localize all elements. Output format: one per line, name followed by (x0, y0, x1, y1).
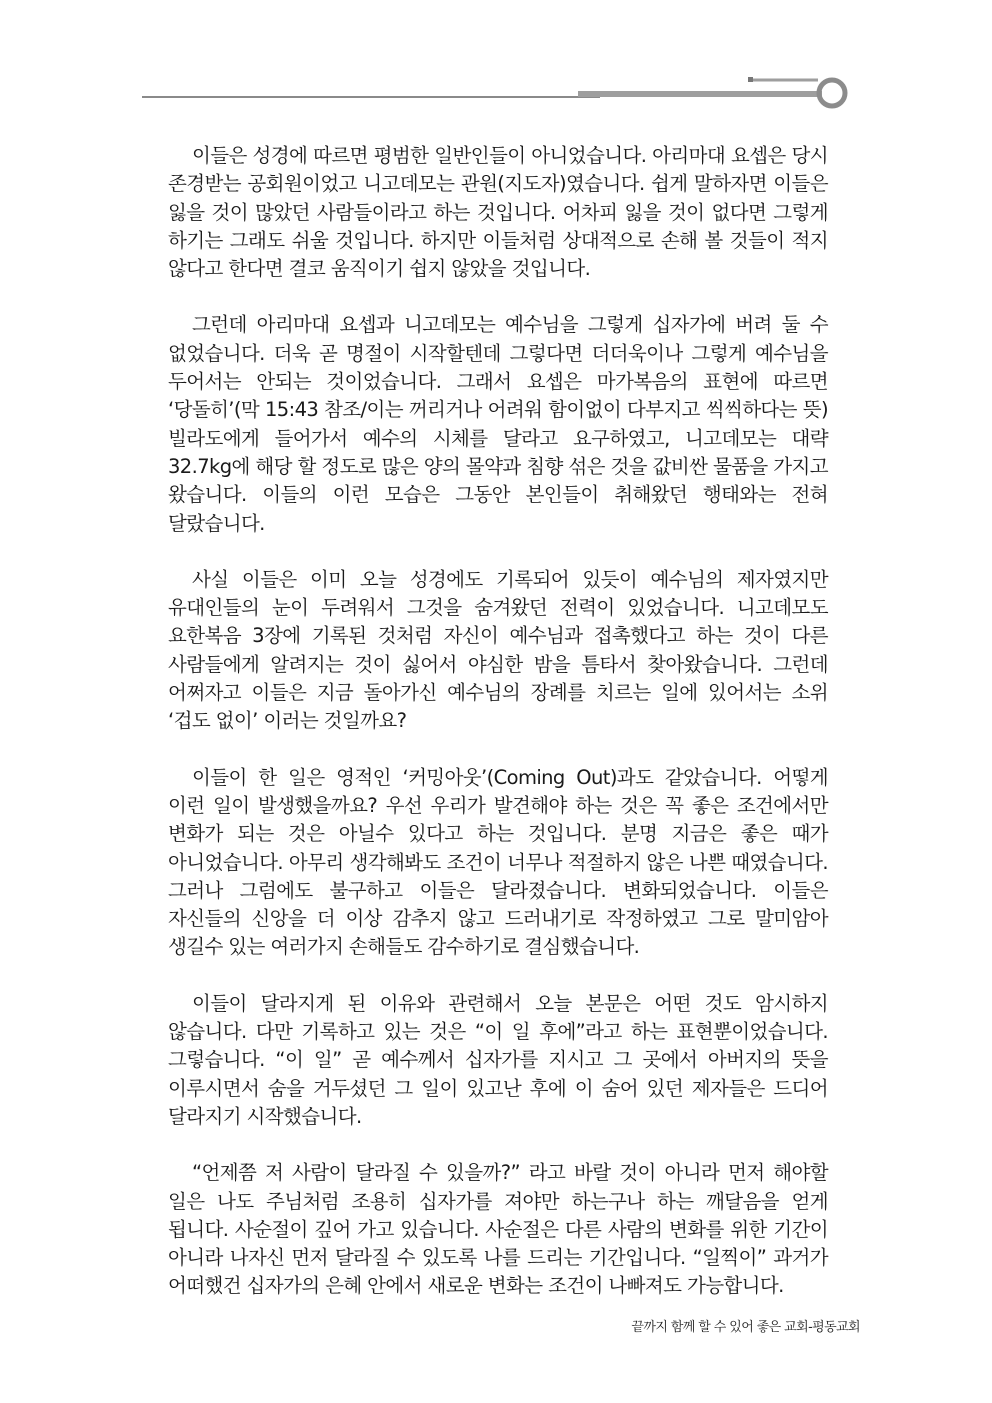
header-dot (748, 77, 753, 82)
header-rule-thick (578, 91, 822, 97)
paragraph: 사실 이들은 이미 오늘 성경에도 기록되어 있듯이 예수님의 제자였지만 유대인들의 눈이 두려워서 그것을 숨겨왔던 전력이 있었습니다. 니고데모도 요한복음 3장에 기록된 것처럼 자신이 예수님과 접촉했다고 하는 것이 다른 사람들에게 알려지는 것이 싫어서 야심한 밤을 틈타서 찾아왔습니다. 그런데 어쩌자고 이들은 지금 돌아가신 예수님의 장례를 치르는 일에 있어서는 소위 ‘겁도 없이’ 이러는 것일까요? (168, 567, 829, 733)
page-footer: 끝까지 함께 할 수 있어 좋은 교회-평동교회 (631, 1320, 860, 1335)
paragraph: 이들은 성경에 따르면 평범한 일반인들이 아니었습니다. 아리마대 요셉은 당시 존경받는 공회원이었고 니고데모는 관원(지도자)였습니다. 쉽게 말하자면 이들은 잃을 것이 많았던 사람들이라고 하는 것입니다. 어차피 잃을 것이 없다면 그렇게 하기는 그래도 쉬울 것입니다. 하지만 이들처럼 상대적으로 손해 볼 것들이 적지 않다고 한다면 결코 움직이기 쉽지 않았을 것입니다. (168, 144, 828, 281)
paragraph: 이들이 달라지게 된 이유와 관련해서 오늘 본문은 어떤 것도 암시하지 않습니다. 다만 기록하고 있는 것은 “이 일 후에”라고 하는 표현뿐이었습니다. 그렇습니다. “이 일” 곧 예수께서 십자가를 지시고 그 곳에서 아버지의 뜻을 이루시면서 숨을 거두셨던 그 일이 있고난 후에 이 숨어 있던 제자들은 드디어 달라지기 시작했습니다. (168, 991, 828, 1128)
header-decoration (0, 0, 992, 140)
header-ring-icon (819, 80, 845, 106)
paragraph: “언제쯤 저 사람이 달라질 수 있을까?” 라고 바랄 것이 아니라 먼저 해야할 일은 나도 주님처럼 조용히 십자가를 져야만 하는구나 하는 깨달음을 얻게 됩니다. 사순절이 깊어 가고 있습니다. 사순절은 다른 사람의 변화를 위한 기간이 아니라 나자신 먼저 달라질 수 있도록 나를 드리는 기간입니다. “일찍이” 과거가 어떠했건 십자가의 은혜 안에서 새로운 변화는 조건이 나빠져도 가능합니다. (168, 1161, 828, 1298)
body-text (168, 142, 828, 1329)
paragraph: 그런데 아리마대 요셉과 니고데모는 예수님을 그렇게 십자가에 버려 둘 수 없었습니다. 더욱 곧 명절이 시작할텐데 그렇다면 더더욱이나 그렇게 예수님을 두어서는 안되는 것이었습니다. 그래서 요셉은 마가복음의 표현에 따르면 ‘당돌히’(막 15:43 참조/이는 꺼리거나 어려워 함이없이 다부지고 씩씩하다는 뜻) 빌라도에게 들어가서 예수의 시체를 달라고 요구하였고, 니고데모는 대략 32.7kg에 해당 할 정도로 많은 양의 몰약과 침향 섞은 것을 값비싼 물품을 가지고 왔습니다. 이들의 이런 모습은 그동안 본인들이 취해왔던 행태와는 전혀 달랐습니다. (168, 313, 828, 535)
paragraph: 이들이 한 일은 영적인 ‘커밍아웃’(Coming Out)과도 같았습니다. 어떻게 이런 일이 발생했을까요? 우선 우리가 발견해야 하는 것은 꼭 좋은 조건에서만 변화가 되는 것은 아닐수 있다고 하는 것입니다. 분명 지금은 좋은 때가 아니었습니다. 아무리 생각해봐도 조건이 너무나 적절하지 않은 나쁜 때였습니다. 그러나 그럼에도 불구하고 이들은 달라졌습니다. 변화되었습니다. 이들은 자신들의 신앙을 더 이상 감추지 않고 드러내기로 작정하였고 그로 말미암아 생길수 있는 여러가지 손해들도 감수하기로 결심했습니다. (168, 765, 828, 959)
